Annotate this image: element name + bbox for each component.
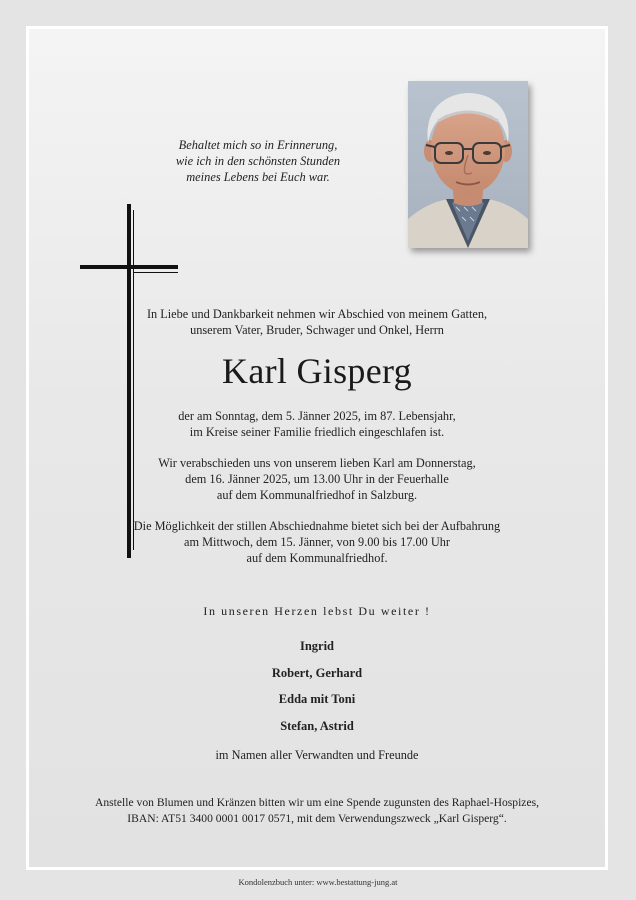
funeral-line: auf dem Kommunalfriedhof in Salzburg. [216, 488, 418, 502]
condolence-book-link[interactable]: Kondolenzbuch unter: www.bestattung-jung.at [238, 877, 398, 887]
funeral-line: Wir verabschieden uns von unserem lieben Karl am Donnerstag, [158, 456, 476, 470]
intro-text [26, 306, 608, 338]
donation-line: Anstelle von Blumen und Kränzen bitten wir um eine Spende zugunsten des Raphael-Hospizes, [95, 796, 539, 809]
death-notice [26, 408, 608, 440]
viewing-line: auf dem Kommunalfriedhof. [246, 551, 388, 565]
portrait-illustration [408, 81, 528, 248]
memorial-poem [150, 137, 366, 185]
viewing-line: am Mittwoch, dem 15. Jänner, von 9.00 bis 17.00 Uhr [184, 535, 450, 549]
intro-line: unserem Vater, Bruder, Schwager und Onkel, Herrn [190, 323, 444, 337]
death-notice-line: im Kreise seiner Familie friedlich eingeschlafen ist. [189, 425, 445, 439]
mourner-name: Robert, Gerhard [271, 665, 363, 680]
intro-line: In Liebe und Dankbarkeit nehmen wir Abschied von meinem Gatten, [146, 307, 488, 321]
donation-line: IBAN: AT51 3400 0001 0017 0571, mit dem Verwendungszweck „Karl Gisperg“. [127, 812, 507, 825]
motto: In unseren Herzen lebst Du weiter ! [203, 604, 431, 618]
mourner-name: Stefan, Astrid [280, 718, 354, 733]
family-line: im Namen aller Verwandten und Freunde [215, 748, 419, 762]
viewing-line: Die Möglichkeit der stillen Abschiednahme bietet sich bei der Aufbahrung [133, 519, 501, 533]
mourner-name: Edda mit Toni [278, 692, 356, 706]
funeral-line: dem 16. Jänner 2025, um 13.00 Uhr in der Feuerhalle [185, 472, 449, 486]
poem-line: meines Lebens bei Euch war. [186, 170, 330, 184]
portrait-photo [408, 81, 528, 248]
funeral-info [26, 455, 608, 503]
death-notice-line: der am Sonntag, dem 5. Jänner 2025, im 87. Lebensjahr, [178, 409, 456, 423]
poem-line: wie ich in den schönsten Stunden [175, 154, 341, 168]
viewing-info [26, 518, 608, 566]
mourners-list [26, 633, 608, 739]
donation-notice [26, 795, 608, 827]
poem-line: Behaltet mich so in Erinnerung, [178, 138, 338, 152]
mourner-name: Ingrid [299, 639, 335, 653]
deceased-name: Karl Gisperg [222, 351, 412, 391]
